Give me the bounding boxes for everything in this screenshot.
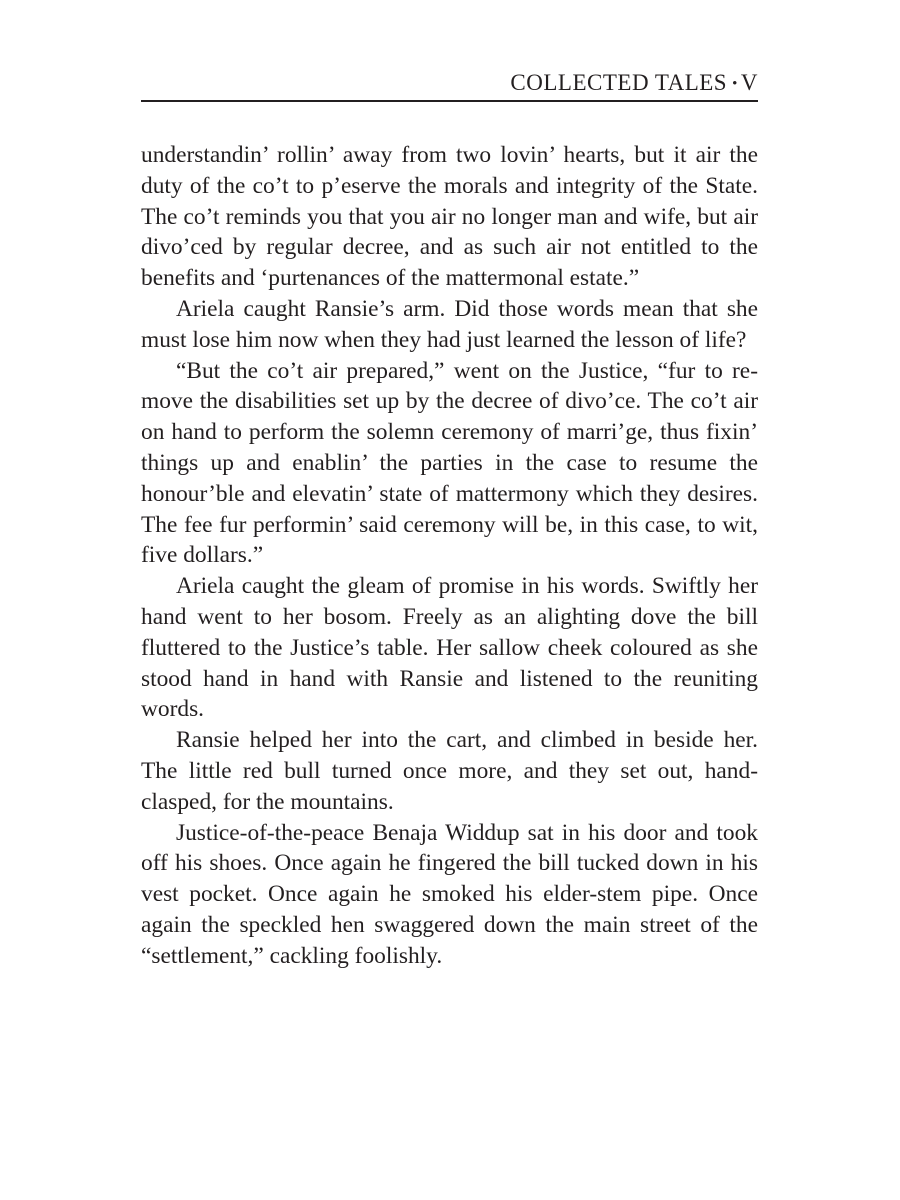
paragraph: “But the co’t air prepared,” went on the Justice, “fur to remove the disabilities set up by the decree of divo’ce. The co’t air on hand to perform the solemn ceremony of marri’ge, thus fixin’ things up and enablin’ the parties in the case to resume the honour’ble and elevatin’ state of mattermony which they desires. The fee fur performin’ said ceremony will be, in this case, to wit, five dollars.”: [141, 357, 758, 569]
paragraph: Ariela caught Ransie’s arm. Did those words mean that she must lose him now when they had just learned the lesson of life?: [141, 295, 758, 353]
running-header: [141, 68, 758, 102]
paragraph: Ransie helped her into the cart, and climbed in beside her. The little red bull turned once more, and they set out, handclasped, for the mountains.: [141, 727, 758, 815]
book-title: COLLECTED TALES: [510, 70, 728, 95]
volume-number: V: [740, 70, 758, 95]
paragraph: Ariela caught the gleam of promise in his words. Swiftly her hand went to her bosom. Freely as an alighting dove the bill fluttered to the Justice’s table. Her sallow cheek coloured as she stood hand in hand with Ransie and listened to the reuniting words.: [141, 573, 758, 723]
paragraph: Justice-of-the-peace Benaja Widdup sat in his door and took off his shoes. Once again he fingered the bill tucked down in his vest pocket. Once again he smoked his elder-stem pipe. Once again the speckled hen swaggered down the main street of the “settlement,” cackling foolishly.: [141, 819, 758, 969]
paragraph-continued: understandin’ rollin’ away from two lovin’ hearts, but it air the duty of the co’t to p’eserve the morals and integrity of the State. The co’t reminds you that you air no longer man and wife, but air divo’ced by regular decree, and as such air not entitled to the benefits and ‘purtenances of the mattermonal estate.”: [141, 142, 758, 292]
body-text: [141, 140, 758, 972]
bullet-separator: •: [732, 76, 738, 92]
